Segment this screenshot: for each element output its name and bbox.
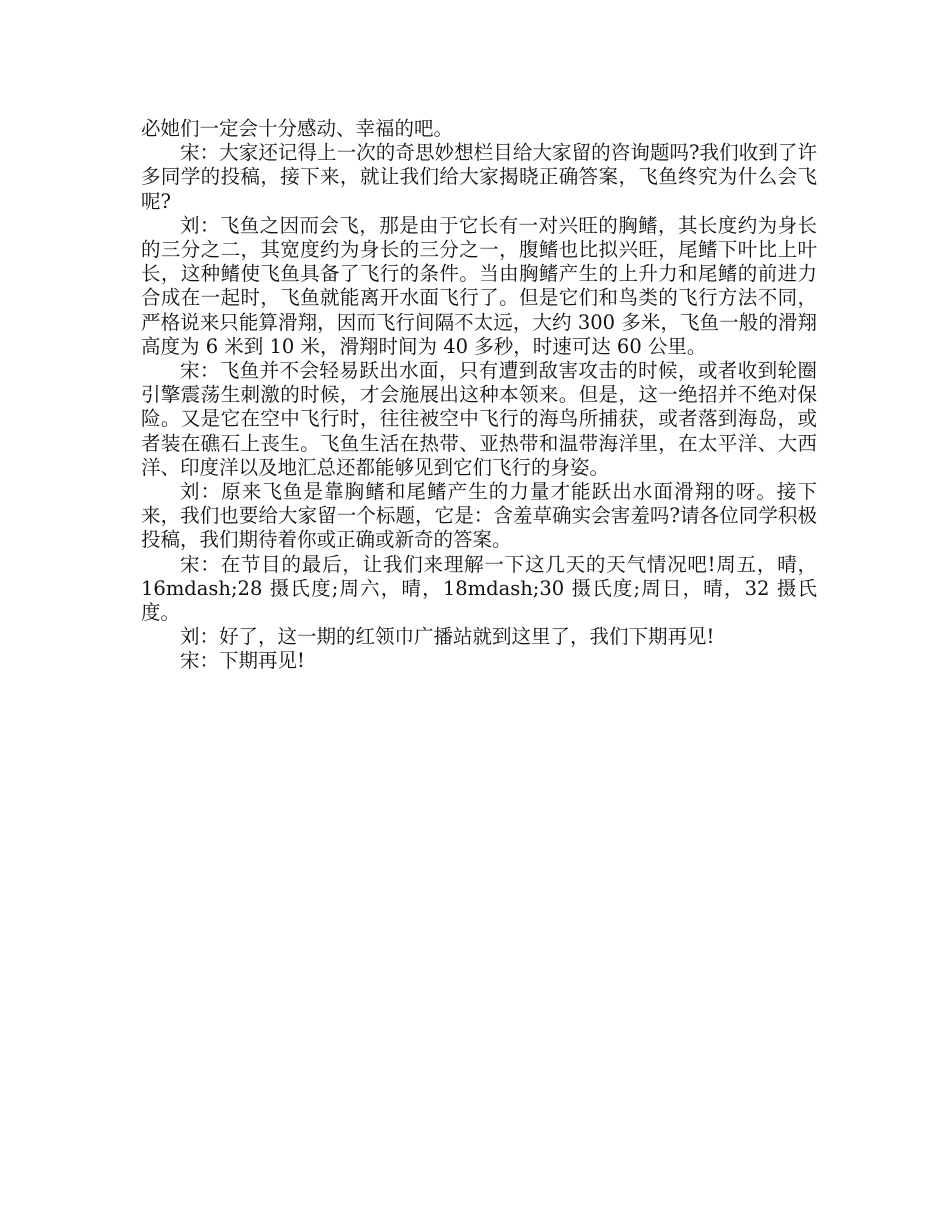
paragraph-song-weather: 宋：在节目的最后，让我们来理解一下这几天的天气情况吧!周五，晴，16mdash;28 摄氏度;周六，晴，18mdash;30 摄氏度;周日，晴，32 摄氏度。 (141, 552, 817, 625)
paragraph-song-goodbye: 宋：下期再见! (180, 649, 305, 673)
paragraph-song-question: 宋：大家还记得上一次的奇思妙想栏目给大家留的咨询题吗?我们收到了许多同学的投稿，接下来，就让我们给大家揭晓正确答案，飞鱼终究为什么会飞呢? (141, 141, 817, 213)
paragraph-song-habitat: 宋：飞鱼并不会轻易跃出水面，只有遭到敌害攻击的时候，或者收到轮圈引擎震荡生刺激的时候，才会施展出这种本领来。但是，这一绝招并不绝对保险。又是它在空中飞行时，往往被空中飞行的海鸟所捕获，或者落到海岛，或者装在礁石上丧生。飞鱼生活在热带、亚热带和温带海洋里，在太平洋、大西洋、印度洋以及地汇总还都能够见到它们飞行的身姿。 (141, 359, 817, 479)
paragraph-liu-closing: 刘：好了，这一期的红领巾广播站就到这里了，我们下期再见! (180, 625, 715, 649)
paragraph-liu-answer: 刘：飞鱼之因而会飞，那是由于它长有一对兴旺的胸鳍，其长度约为身长的三分之二，其宽度约为身长的三分之一，腹鳍也比拟兴旺，尾鳍下叶比上叶长，这种鳍使飞鱼具备了飞行的条件。当由胸鳍产生的上升力和尾鳍的前进力合成在一起时，飞鱼就能离开水面飞行了。但是它们和鸟类的飞行方法不同，严格说来只能算滑翔，因而飞行间隔不太远，大约 300 多米，飞鱼一般的滑翔高度为 6 米到 10 米，滑翔时间为 40 多秒，时速可达 60 公里。 (141, 213, 817, 358)
document-body (141, 117, 817, 674)
paragraph-liu-next-question: 刘：原来飞鱼是靠胸鳍和尾鳍产生的力量才能跃出水面滑翔的呀。接下来，我们也要给大家留一个标题，它是：含羞草确实会害羞吗?请各位同学积极投稿，我们期待着你或正确或新奇的答案。 (141, 480, 817, 552)
paragraph-continuation: 必她们一定会十分感动、幸福的吧。 (141, 117, 454, 140)
